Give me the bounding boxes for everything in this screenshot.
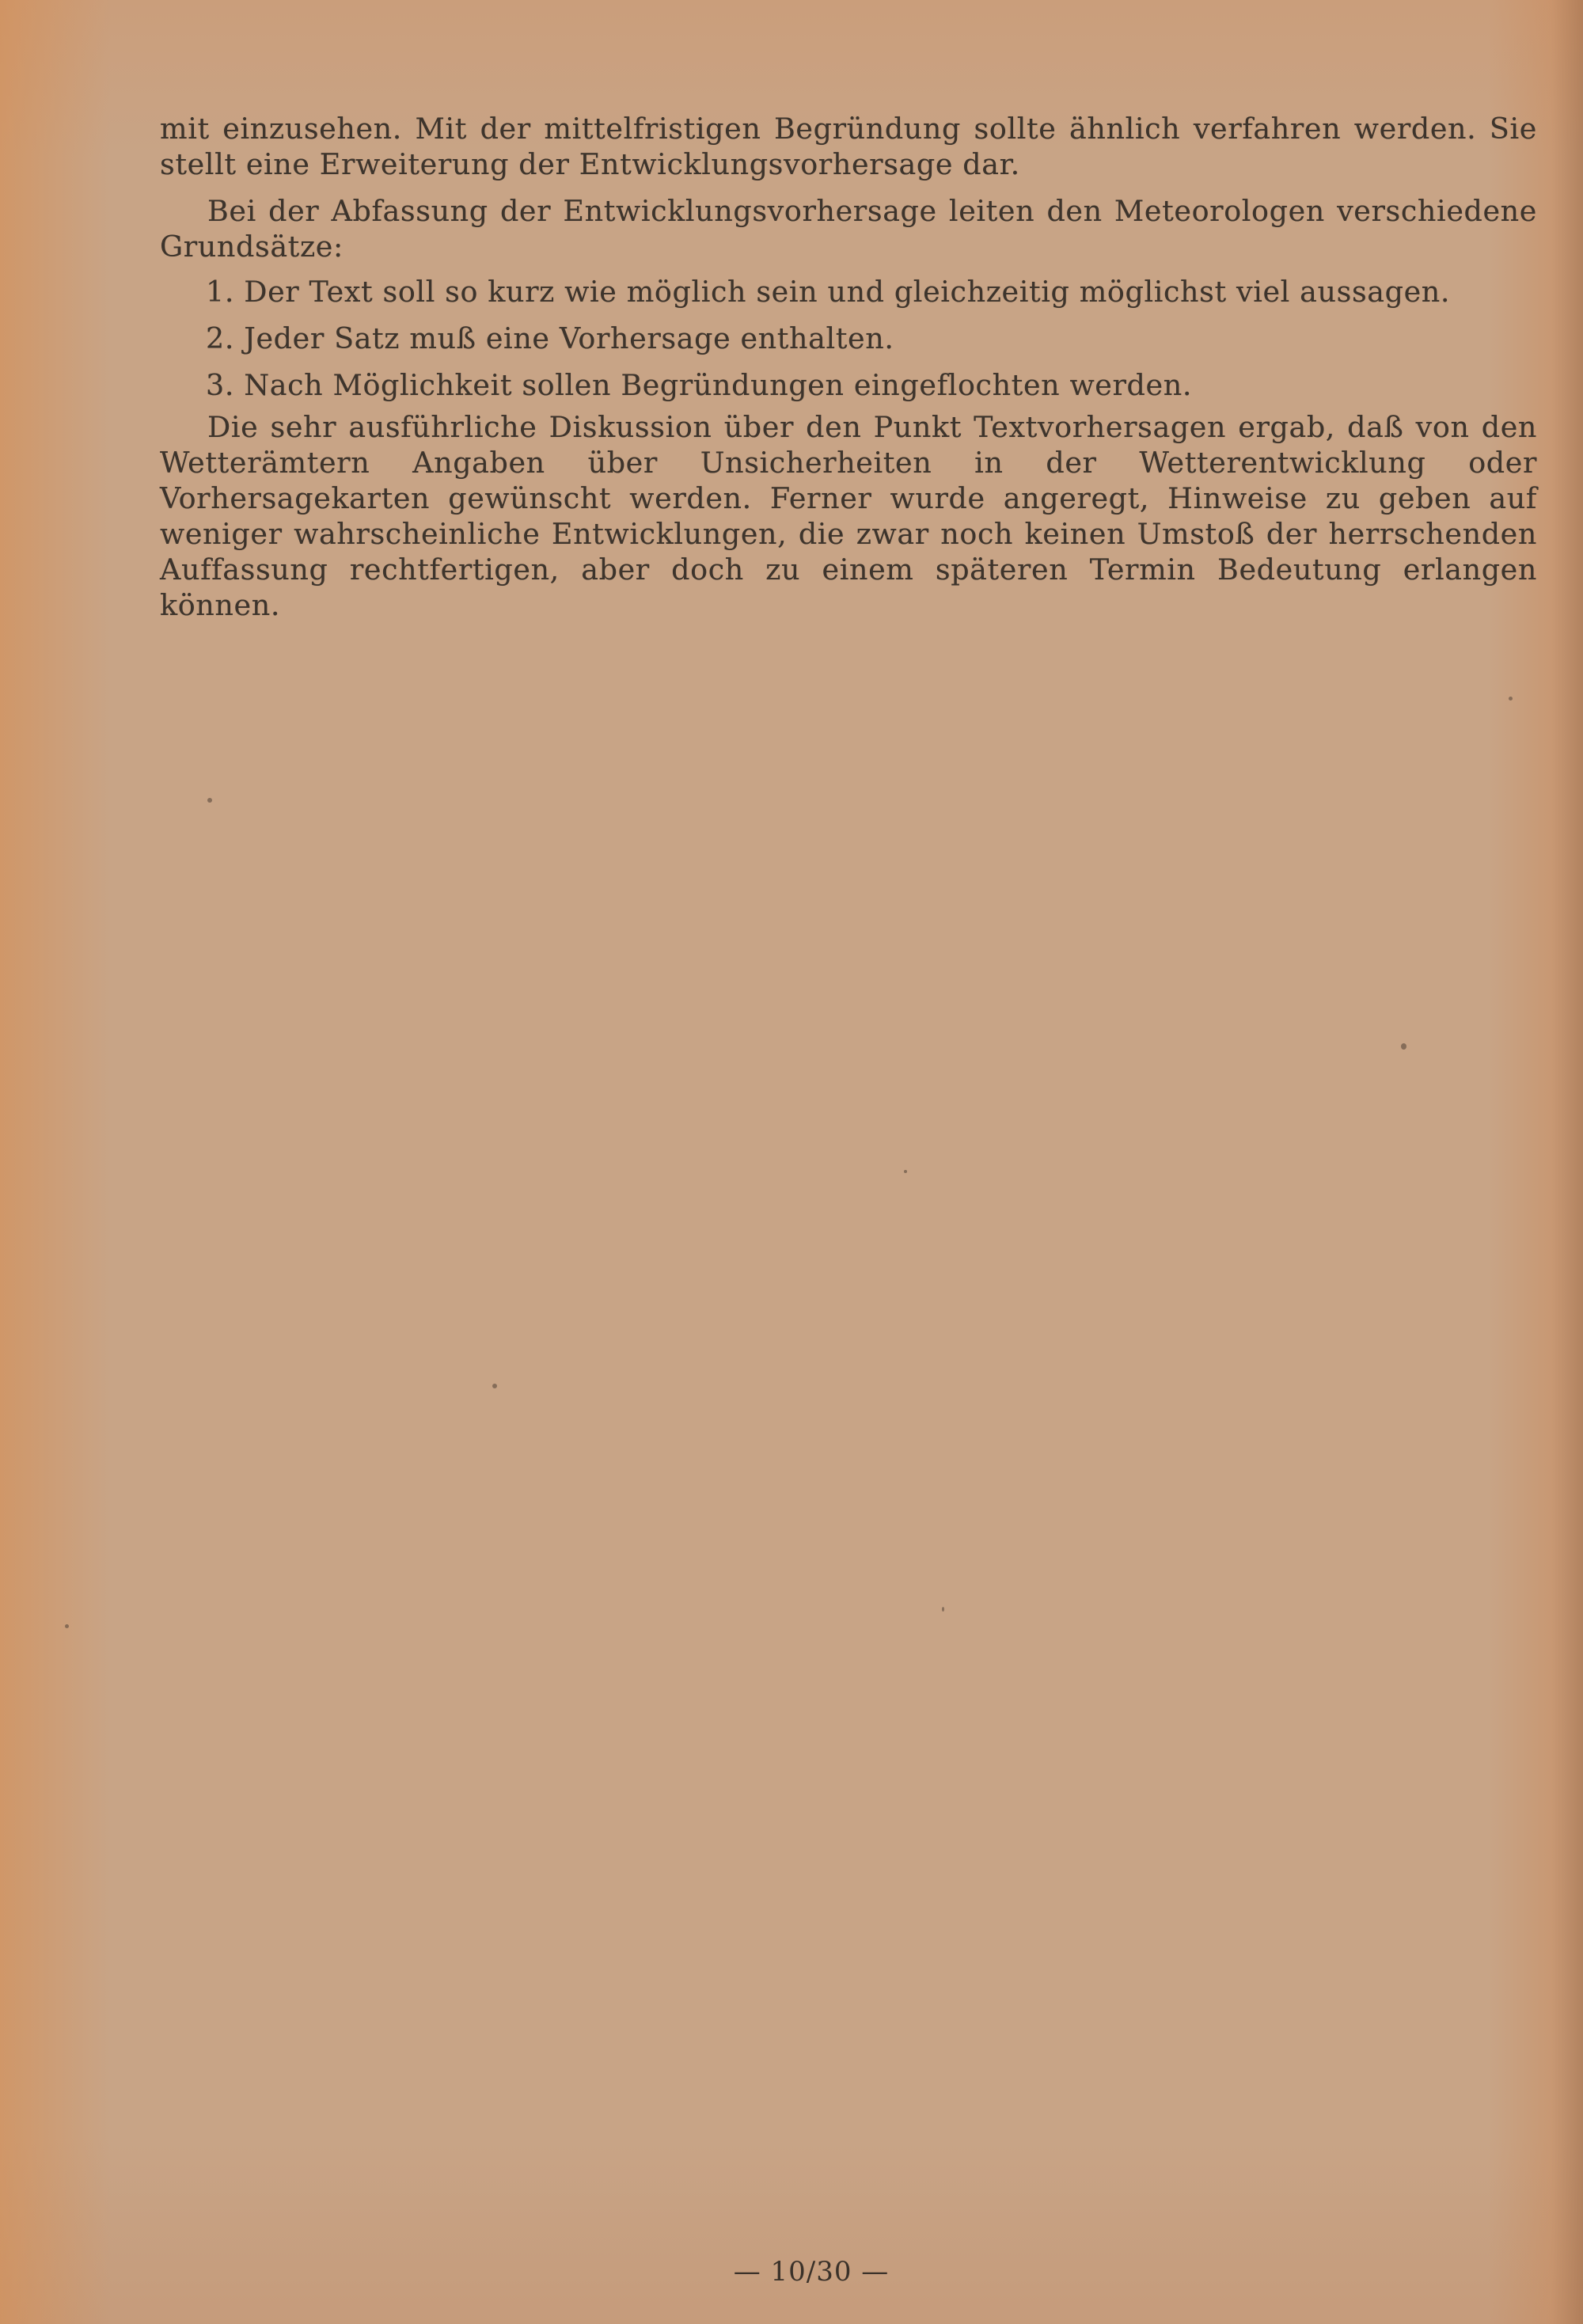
document-body	[160, 111, 1537, 623]
paragraph-discussion: Die sehr ausführliche Diskussion über den Punkt Textvorhersagen ergab, daß von den Wetterämtern Angaben über Unsicherheiten in der Wetterentwicklung oder Vorhersagekarten gewünscht werden. Ferner wurde angeregt, Hinweise zu geben auf weniger wahrscheinliche Entwicklungen, die zwar noch keinen Umstoß der herrschenden Auffassung rechtfertigen, aber doch zu einem späteren Termin Bedeutung erlangen können.	[160, 410, 1537, 622]
principles-list	[160, 274, 1537, 403]
paper-speck	[1509, 697, 1513, 701]
paragraph-continuation: mit einzusehen. Mit der mittelfristigen Begründung sollte ähnlich verfahren werden. Sie stellt eine Erweiterung der Entwicklungsvorhersage dar.	[160, 112, 1537, 181]
list-item: 1. Der Text soll so kurz wie möglich sein und gleichzeitig möglichst viel aussagen.	[206, 275, 1451, 309]
paper-speck	[492, 1384, 497, 1388]
paper-speck	[904, 1170, 907, 1173]
paragraph-principles-intro: Bei der Abfassung der Entwicklungsvorhersage leiten den Meteorologen verschiedene Grundsätze:	[160, 194, 1537, 264]
paper-speck	[1401, 1043, 1406, 1050]
page-number: — 10/30 —	[733, 2256, 890, 2288]
paper-speck	[65, 1624, 69, 1628]
list-item: 3. Nach Möglichkeit sollen Begründungen eingeflochten werden.	[206, 368, 1193, 402]
list-item: 2. Jeder Satz muß eine Vorhersage enthalten.	[206, 321, 894, 355]
paper-speck	[207, 798, 212, 803]
paper-speck	[942, 1607, 944, 1612]
